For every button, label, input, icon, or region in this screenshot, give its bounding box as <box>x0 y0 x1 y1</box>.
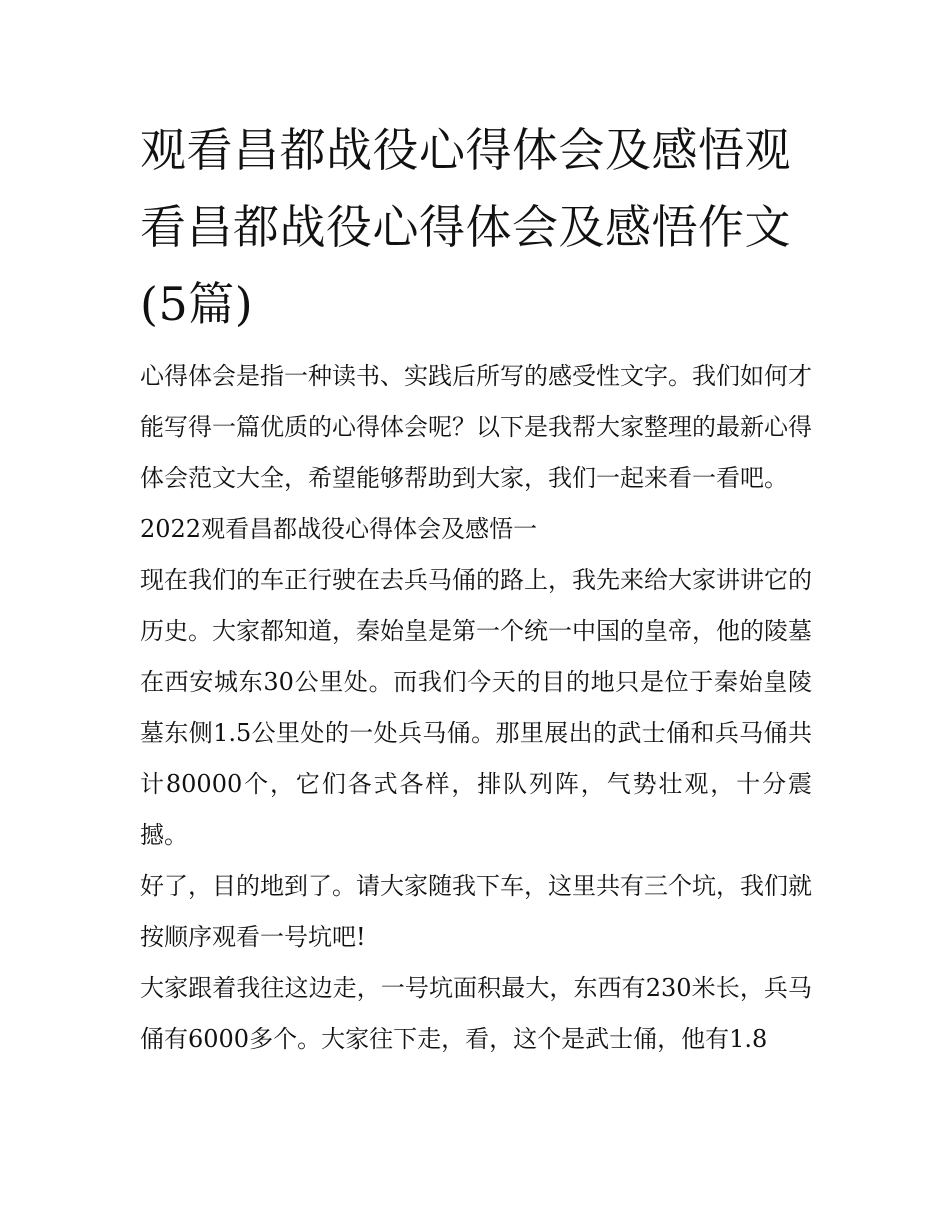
section-heading: 2022观看昌都战役心得体会及感悟一 <box>140 515 538 543</box>
intro-paragraph: 心得体会是指一种读书、实践后所写的感受性文字。我们如何才能写得一篇优质的心得体会呢？以下是我帮大家整理的最新心得体会范文大全，希望能够帮助到大家，我们一起来看一看吧。 <box>140 362 812 492</box>
body-paragraph-history: 现在我们的车正行驶在去兵马俑的路上，我先来给大家讲讲它的历史。大家都知道，秦始皇是第一个统一中国的皇帝，他的陵墓在西安城东30公里处。而我们今天的目的地只是位于秦始皇陵墓东侧1.5公里处的一处兵马俑。那里展出的武士俑和兵马俑共计80000个，它们各式各样，排队列阵，气势壮观，十分震撼。 <box>140 566 812 849</box>
document-title: 观看昌都战役心得体会及感悟观看昌都战役心得体会及感悟作文(5篇) <box>140 123 791 331</box>
body-paragraph-pit-one: 大家跟着我往这边走，一号坑面积最大，东西有230米长，兵马俑有6000多个。大家往下走，看，这个是武士俑，他有1.8 <box>140 974 812 1053</box>
body-paragraph-arrival: 好了，目的地到了。请大家随我下车，这里共有三个坑，我们就按顺序观看一号坑吧! <box>140 872 812 951</box>
document-body <box>140 112 812 1065</box>
